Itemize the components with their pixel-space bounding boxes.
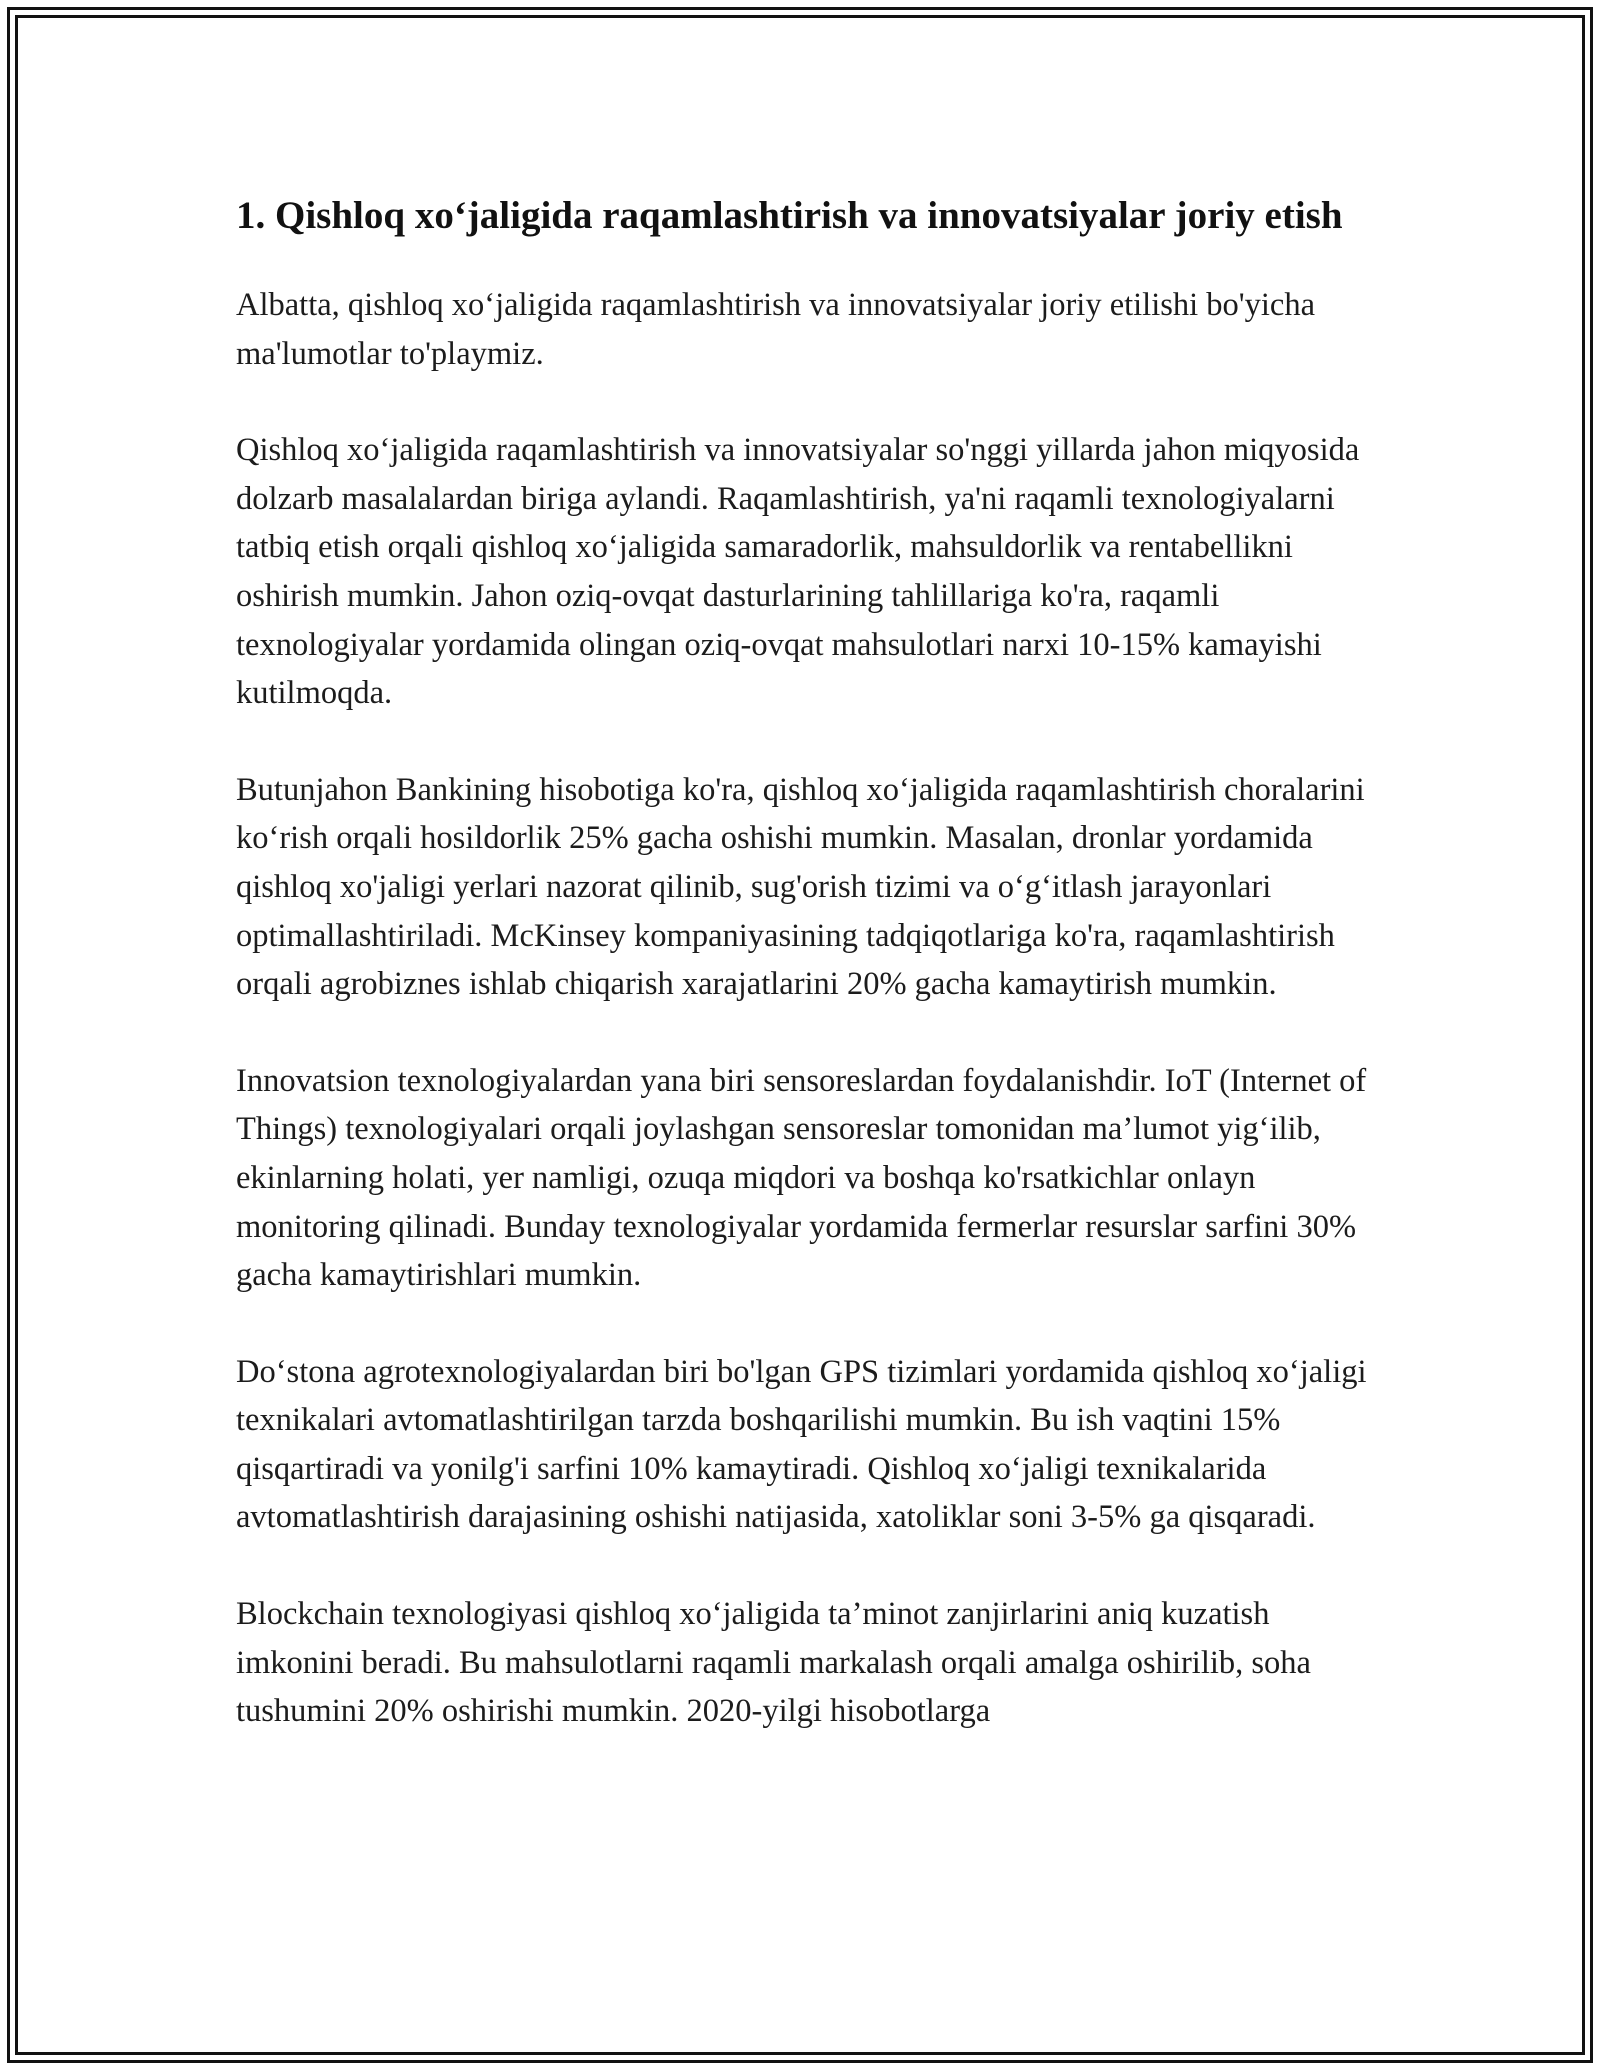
document-title: 1. Qishloq xo‘jaligida raqamlashtirish va innovatsiyalar joriy etish [236,194,1343,237]
paragraph-intro: Albatta, qishloq xo‘jaligida raqamlashtirish va innovatsiyalar joriy etilishi bo'yicha ma'lumotlar to'playmiz. [236,287,1316,372]
paragraph-world-bank: Butunjahon Bankining hisobotiga ko'ra, qishloq xo‘jaligida raqamlashtirish choralarini ko‘rish orqali hosildorlik 25% gacha oshishi mumkin. Masalan, dronlar yordamida qishloq xo'jaligi yerlari nazorat qilinib, sug'orish tizimi va o‘g‘itlash jarayonlari optimallashtiriladi. McKinsey kompaniyasining tadqiqotlariga ko'ra, raqamlashtirish orqali agrobiznes ishlab chiqarish xarajatlarini 20% gacha kamaytirish mumkin. [236,771,1365,1003]
document-body [236,188,1376,1784]
paragraph-gps-systems: Do‘stona agrotexnologiyalardan biri bo'lgan GPS tizimlari yordamida qishloq xo‘jaligi texnikalari avtomatlashtirilgan tarzda boshqarilishi mumkin. Bu ish vaqtini 15% qisqartiradi va yonilg'i sarfini 10% kamaytiradi. Qishloq xo‘jaligi texnikalarida avtomatlashtirish darajasining oshishi natijasida, xatoliklar soni 3-5% ga qisqaradi. [236,1353,1367,1536]
paragraph-blockchain: Blockchain texnologiyasi qishloq xo‘jaligida ta’minot zanjirlarini aniq kuzatish imkonini beradi. Bu mahsulotlarni raqamli markalash orqali amalga oshirilib, soha tushumini 20% oshirishi mumkin. 2020-yilgi hisobotlarga [236,1596,1311,1730]
paragraph-iot-sensors: Innovatsion texnologiyalardan yana biri sensoreslardan foydalanishdir. IoT (Internet of Things) texnologiyalari orqali joylashgan sensoreslar tomonidan ma’lumot yig‘ilib, ekinlarning holati, yer namligi, ozuqa miqdori va boshqa ko'rsatkichlar onlayn monitoring qilinadi. Bunday texnologiyalar yordamida fermerlar resurslar sarfini 30% gacha kamaytirishlari mumkin. [236,1062,1367,1294]
paragraph-digitalization: Qishloq xo‘jaligida raqamlashtirish va innovatsiyalar so'nggi yillarda jahon miqyosida dolzarb masalalardan biriga aylandi. Raqamlashtirish, ya'ni raqamli texnologiyalarni tatbiq etish orqali qishloq xo‘jaligida samaradorlik, mahsuldorlik va rentabellikni oshirish mumkin. Jahon oziq-ovqat dasturlarining tahlillariga ko'ra, raqamli texnologiyalar yordamida olingan oziq-ovqat mahsulotlari narxi 10-15% kamayishi kutilmoqda. [236,432,1360,712]
